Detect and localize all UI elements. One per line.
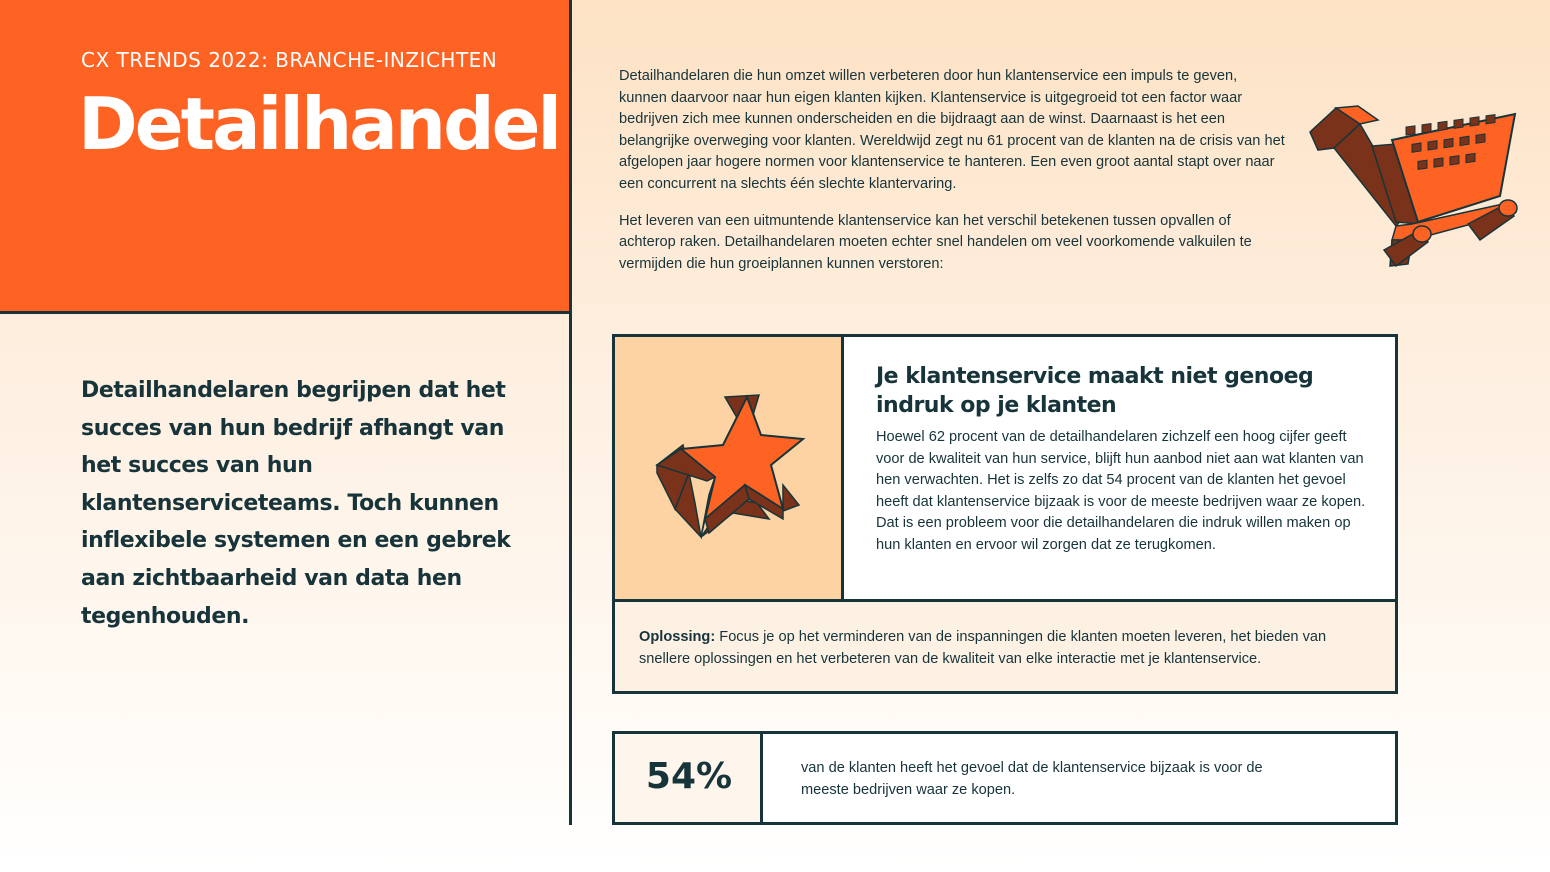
stat-value-box [615, 734, 763, 822]
card-body: Hoewel 62 procent van de detailhandelaren zichzelf een hoog cijfer geeft voor de kwaliteit van hun service, blijft hun aanbod niet aan wat klanten van hen verwachten. Het is zelfs zo dat 54 procent van de klanten het gevoel heeft dat klantenservice bijzaak is voor de meeste bedrijven waar ze kopen. Dat is een probleem voor die detailhandelaren die indruk willen maken op hun klanten en ervoor wil zorgen dat ze terugkomen. [876, 429, 1366, 553]
stat-callout [612, 731, 1398, 825]
solution-body: Focus je op het verminderen van de inspanningen die klanten moeten leveren, het bieden van snellere oplossingen en het verbeteren van de kwaliteit van elke interactie met je klantenservice. [639, 629, 1327, 667]
card-text-panel [844, 337, 1395, 599]
hero-banner [0, 0, 569, 311]
stat-value: 54% [645, 756, 733, 797]
intro-paragraph-1: Detailhandelaren die hun omzet willen verbeteren door hun klantenservice een impuls te geven, kunnen daarvoor naar hun eigen klanten kijken. Klantenservice is uitgegroeid tot een factor waar bedrijven zich mee kunnen onderscheiden en die bijdraagt aan de winst. Daarnaast is het een belangrijke overweging voor klanten. Wereldwijd zegt nu 61 procent van de klanten na de crisis van het afgelopen jaar hogere normen voor klantenservice te hanteren. Een even groot aantal stapt over naar een concurrent na slechts één slechte klantervaring. [619, 68, 1285, 192]
card-heading: Je klantenservice maakt niet genoeg indruk op je klanten [876, 364, 1314, 418]
card-illustration [615, 337, 844, 599]
insight-card [612, 334, 1398, 694]
stat-description: van de klanten heeft het gevoel dat de klantenservice bijzaak is voor de meeste bedrijven waar ze kopen. [801, 760, 1263, 798]
intro-paragraph-2: Het leveren van een uitmuntende klantenservice kan het verschil betekenen tussen opvallen of achterop raken. Detailhandelaren moeten echter snel handelen om veel voorkomende valkuilen te vermijden die hun groeiplannen kunnen verstoren: [619, 212, 1252, 272]
intro-text [619, 66, 1289, 290]
shopping-cart-icon [1300, 100, 1525, 275]
horizontal-divider [0, 311, 572, 314]
solution-label: Oplossing: [639, 629, 716, 645]
report-eyebrow: CX TRENDS 2022: BRANCHE-INZICHTEN [81, 48, 498, 72]
lead-statement: Detailhandelaren begrijpen dat het succes van hun bedrijf afhangt van het succes van hun klantenserviceteams. Toch kunnen inflexibele systemen en een gebrek aan zichtbaarheid van data hen tegenhouden. [81, 378, 511, 629]
vertical-divider [569, 0, 572, 825]
page-title: Detailhandel [78, 82, 560, 166]
solution-text [639, 627, 1379, 670]
star-icon [649, 385, 809, 545]
solution-panel [615, 599, 1395, 691]
